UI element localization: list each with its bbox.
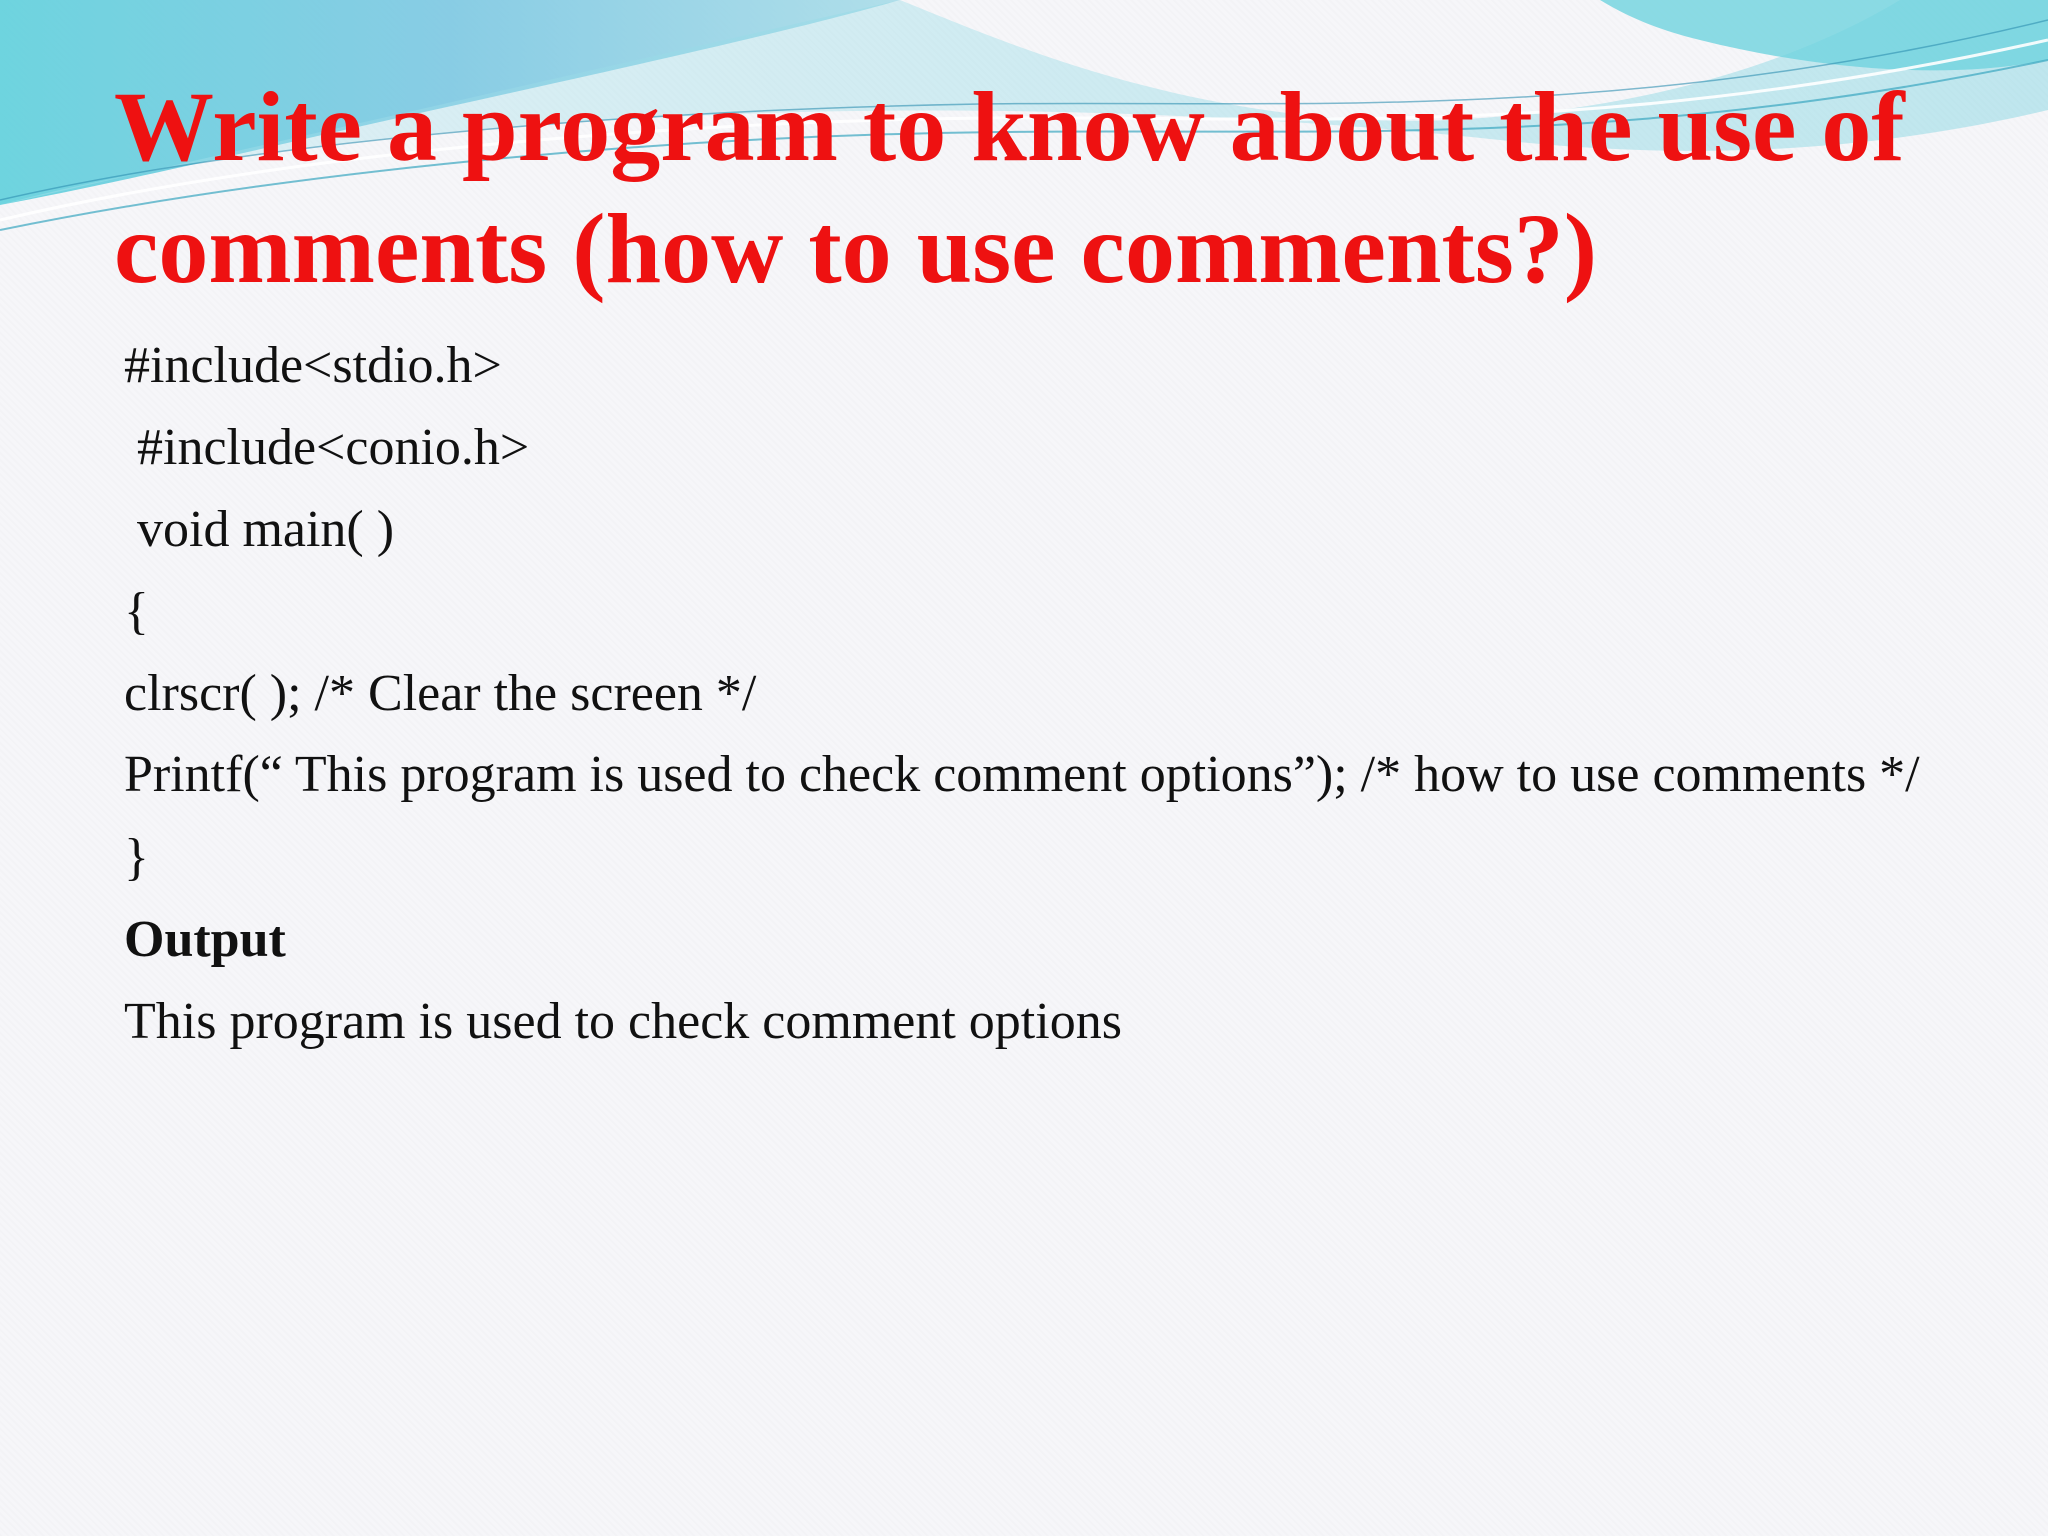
slide-title	[114, 66, 2014, 310]
code-line-void-main: void main( )	[124, 501, 395, 558]
output-heading: Output	[124, 911, 286, 968]
slide-title-line-2: comments (how to use comments?)	[114, 193, 1598, 304]
output-text: This program is used to check comment options	[124, 993, 1122, 1050]
code-line-include-stdio: #include<stdio.h>	[124, 337, 502, 394]
code-line-open-brace: {	[124, 583, 149, 640]
code-line-clrscr: clrscr( ); /* Clear the screen */	[124, 665, 757, 722]
code-line-printf: Printf(“ This program is used to check comment options”); /* how to use comments */	[124, 746, 1920, 803]
code-line-include-conio: #include<conio.h>	[124, 419, 530, 476]
slide-title-line-1: Write a program to know about the use of	[114, 71, 1905, 182]
code-line-close-brace: }	[124, 829, 149, 886]
code-listing	[124, 330, 1924, 1068]
